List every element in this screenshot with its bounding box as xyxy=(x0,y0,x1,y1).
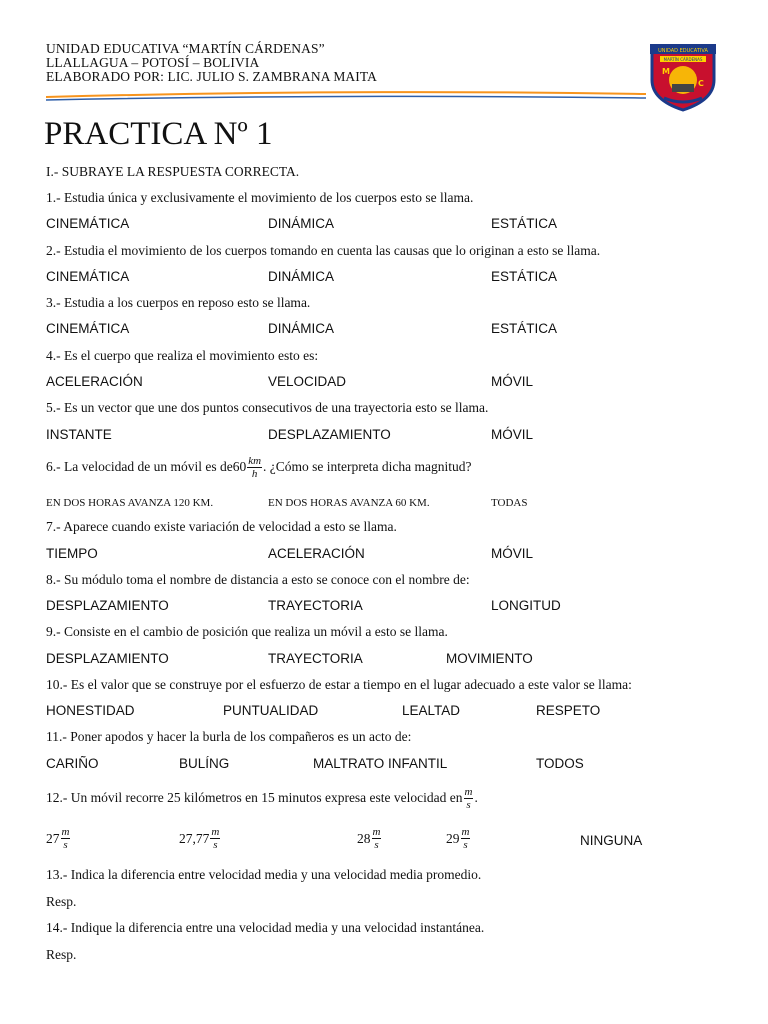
q5-option-a[interactable]: INSTANTE xyxy=(46,427,112,442)
q9-option-a[interactable]: DESPLAZAMIENTO xyxy=(46,651,169,666)
q7-option-a[interactable]: TIEMPO xyxy=(46,546,98,561)
q6-option-c[interactable]: TODAS xyxy=(491,497,528,509)
q10-option-c[interactable]: LEALTAD xyxy=(402,703,461,718)
question-4: 4.- Es el cuerpo que realiza el movimiento esto es: xyxy=(46,348,319,363)
q3-option-c[interactable]: ESTÁTICA xyxy=(491,321,558,336)
q12-option-b[interactable]: 27,77 $\frac{m}{s}$ xyxy=(179,826,220,851)
question-3: 3.- Estudia a los cuerpos en reposo esto se llama. xyxy=(46,295,311,310)
question-14: 14.- Indique la diferencia entre una velocidad media y una velocidad instantánea. xyxy=(46,920,485,935)
question-9: 9.- Consiste en el cambio de posición que realiza un móvil a esto se llama. xyxy=(46,624,448,639)
question-13: 13.- Indica la diferencia entre velocidad media y una velocidad media promedio. xyxy=(46,867,482,882)
q4-option-a[interactable]: ACELERACIÓN xyxy=(46,374,143,389)
q7-option-c[interactable]: MÓVIL xyxy=(491,546,534,561)
school-location: LLALLAGUA – POTOSÍ – BOLIVIA xyxy=(46,55,260,70)
question-6: 6.- La velocidad de un móvil es de 60 $\frac{km}{h}$ . ¿Cómo se interpreta dicha magnitud? xyxy=(46,454,472,480)
q1-option-a[interactable]: CINEMÁTICA xyxy=(46,216,130,231)
q11-option-a[interactable]: CARIÑO xyxy=(46,756,99,771)
question-8: 8.- Su módulo toma el nombre de distancia a esto se conoce con el nombre de: xyxy=(46,572,470,587)
question-1: 1.- Estudia única y exclusivamente el movimiento de los cuerpos esto se llama. xyxy=(46,190,474,205)
q2-option-a[interactable]: CINEMÁTICA xyxy=(46,269,130,284)
q12-option-c[interactable]: 28 $\frac{m}{s}$ xyxy=(357,826,381,851)
q9-option-b[interactable]: TRAYECTORIA xyxy=(268,651,363,666)
q5-option-b[interactable]: DESPLAZAMIENTO xyxy=(268,427,391,442)
q10-option-a[interactable]: HONESTIDAD xyxy=(46,703,135,718)
q11-option-d[interactable]: TODOS xyxy=(536,756,584,771)
header-divider xyxy=(46,89,646,105)
question-7: 7.- Aparece cuando existe variación de velocidad a esto se llama. xyxy=(46,519,397,534)
q12-unit-fraction: $\frac{m}{s}$ xyxy=(464,785,473,811)
svg-text:MARTÍN CÁRDENAS: MARTÍN CÁRDENAS xyxy=(663,57,703,62)
question-5: 5.- Es un vector que une dos puntos consecutivos de una trayectoria esto se llama. xyxy=(46,400,489,415)
q14-response-label: Resp. xyxy=(46,947,77,962)
q11-option-c[interactable]: MALTRATO INFANTIL xyxy=(313,756,448,771)
question-11: 11.- Poner apodos y hacer la burla de los compañeros es un acto de: xyxy=(46,729,412,744)
q9-option-c[interactable]: MOVIMIENTO xyxy=(446,651,533,666)
q12-option-e[interactable]: NINGUNA xyxy=(580,833,643,848)
q2-option-c[interactable]: ESTÁTICA xyxy=(491,269,558,284)
section-heading: I.- SUBRAYE LA RESPUESTA CORRECTA. xyxy=(46,164,300,179)
q3-option-a[interactable]: CINEMÁTICA xyxy=(46,321,130,336)
question-12: 12.- Un móvil recorre 25 kilómetros en 15 minutos expresa este velocidad en $\frac{m}{s}$ . xyxy=(46,785,478,811)
q1-option-b[interactable]: DINÁMICA xyxy=(268,216,335,231)
q10-option-d[interactable]: RESPETO xyxy=(536,703,601,718)
q11-option-b[interactable]: BULÍNG xyxy=(179,756,230,771)
page-title: PRACTICA Nº 1 xyxy=(44,116,273,152)
q10-option-b[interactable]: PUNTUALIDAD xyxy=(223,703,319,718)
question-2: 2.- Estudia el movimiento de los cuerpos tomando en cuenta las causas que lo originan a esto se llama. xyxy=(46,243,601,258)
svg-text:M: M xyxy=(662,67,670,76)
q8-option-c[interactable]: LONGITUD xyxy=(491,598,561,613)
q4-option-c[interactable]: MÓVIL xyxy=(491,374,534,389)
q8-option-b[interactable]: TRAYECTORIA xyxy=(268,598,363,613)
school-shield-logo xyxy=(648,40,718,112)
q12-option-a[interactable]: 27 $\frac{m}{s}$ xyxy=(46,826,70,851)
q12-option-d[interactable]: 29 $\frac{m}{s}$ xyxy=(446,826,470,851)
q7-option-b[interactable]: ACELERACIÓN xyxy=(268,546,365,561)
q6-option-b[interactable]: EN DOS HORAS AVANZA 60 KM. xyxy=(268,497,430,509)
question-10: 10.- Es el valor que se construye por el esfuerzo de estar a tiempo en el lugar adecuado a este valor se llama: xyxy=(46,677,632,692)
q6-option-a[interactable]: EN DOS HORAS AVANZA 120 KM. xyxy=(46,497,214,509)
q8-option-a[interactable]: DESPLAZAMIENTO xyxy=(46,598,169,613)
q2-option-b[interactable]: DINÁMICA xyxy=(268,269,335,284)
svg-text:C: C xyxy=(698,79,704,88)
q4-option-b[interactable]: VELOCIDAD xyxy=(268,374,347,389)
q5-option-c[interactable]: MÓVIL xyxy=(491,427,534,442)
author-line: ELABORADO POR: LIC. JULIO S. ZAMBRANA MAITA xyxy=(46,69,377,84)
q3-option-b[interactable]: DINÁMICA xyxy=(268,321,335,336)
school-name: UNIDAD EDUCATIVA “MARTÍN CÁRDENAS” xyxy=(46,41,325,56)
q6-fraction: $\frac{km}{h}$ xyxy=(248,454,262,480)
svg-text:UNIDAD EDUCATIVA: UNIDAD EDUCATIVA xyxy=(658,48,708,54)
q1-option-c[interactable]: ESTÁTICA xyxy=(491,216,558,231)
q13-response-label: Resp. xyxy=(46,894,77,909)
